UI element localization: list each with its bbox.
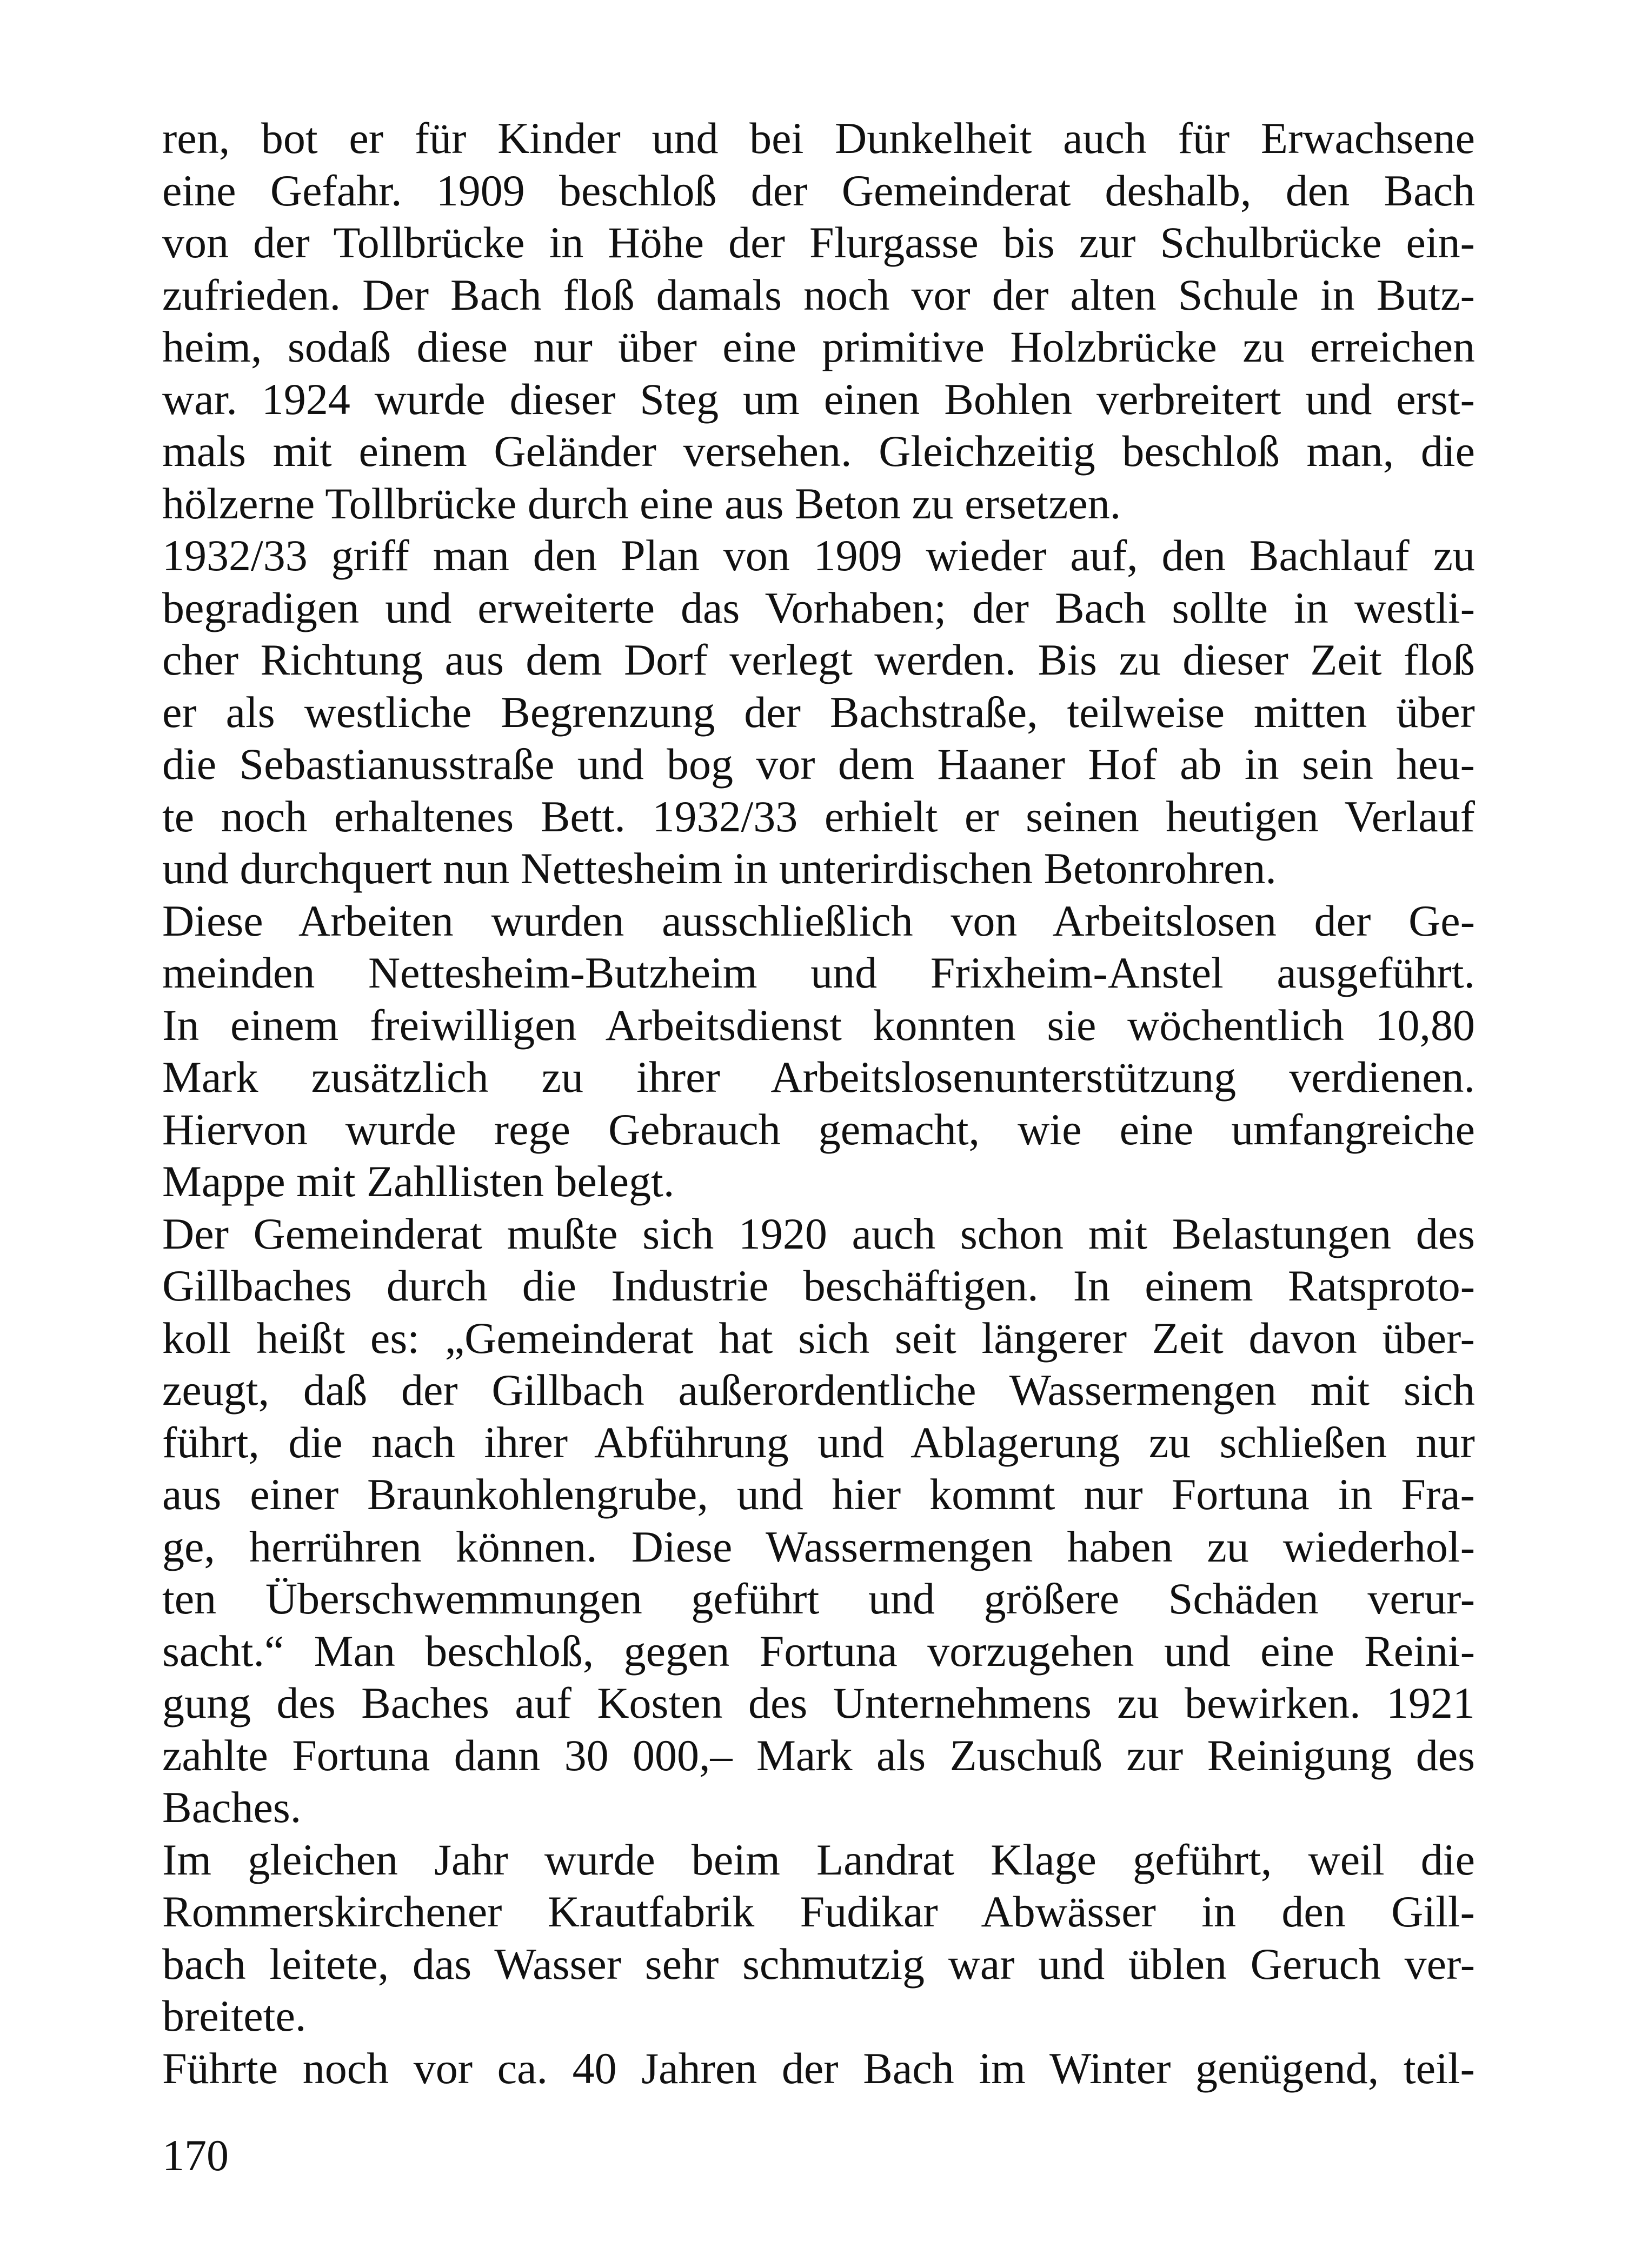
text-line: und durchquert nun Nettesheim in unterirdischen Betonrohren. xyxy=(162,844,1277,893)
text-line: war. 1924 wurde dieser Steg um einen Bohlen verbreitert und erst- xyxy=(162,374,1475,424)
text-line: 1932/33 griff man den Plan von 1909 wieder auf, den Bachlauf zu xyxy=(162,531,1475,580)
text-line: er als westliche Begrenzung der Bachstraße, teilweise mitten über xyxy=(162,687,1475,737)
text-line: Mark zusätzlich zu ihrer Arbeitslosenunterstützung verdienen. xyxy=(162,1052,1475,1102)
text-line: hölzerne Tollbrücke durch eine aus Beton zu ersetzen. xyxy=(162,478,1121,528)
text-line: eine Gefahr. 1909 beschloß der Gemeinderat deshalb, den Bach xyxy=(162,165,1475,215)
text-line: ten Überschwemmungen geführt und größere Schäden verur- xyxy=(162,1574,1475,1623)
text-line: gung des Baches auf Kosten des Unternehmens zu bewirken. 1921 xyxy=(162,1678,1475,1727)
text-line: zahlte Fortuna dann 30 000,– Mark als Zuschuß zur Reinigung des xyxy=(162,1730,1475,1780)
text-line: ren, bot er für Kinder und bei Dunkelheit auch für Erwachsene xyxy=(162,114,1475,163)
text-line: zeugt, daß der Gillbach außerordentliche Wassermengen mit sich xyxy=(162,1365,1475,1415)
text-line: Hiervon wurde rege Gebrauch gemacht, wie eine umfangreiche xyxy=(162,1104,1475,1154)
text-line: Gillbaches durch die Industrie beschäftigen. In einem Ratsproto- xyxy=(162,1261,1475,1310)
text-line: heim, sodaß diese nur über eine primitive Holzbrücke zu erreichen xyxy=(162,322,1475,371)
text-line: Der Gemeinderat mußte sich 1920 auch schon mit Belastungen des xyxy=(162,1209,1475,1258)
text-line: koll heißt es: „Gemeinderat hat sich seit längerer Zeit davon über- xyxy=(162,1313,1475,1363)
text-line: bach leitete, das Wasser sehr schmutzig war und üblen Geruch ver- xyxy=(162,1939,1475,1989)
text-line: In einem freiwilligen Arbeitsdienst konnten sie wöchentlich 10,80 xyxy=(162,1000,1475,1050)
text-line: mals mit einem Geländer versehen. Gleichzeitig beschloß man, die xyxy=(162,426,1475,476)
text-line: begradigen und erweiterte das Vorhaben; der Bach sollte in westli- xyxy=(162,583,1475,632)
text-line: von der Tollbrücke in Höhe der Flurgasse bis zur Schulbrücke ein- xyxy=(162,218,1475,267)
text-line: Rommerskirchener Krautfabrik Fudikar Abwässer in den Gill- xyxy=(162,1887,1475,1936)
text-line: breitete. xyxy=(162,1991,307,2040)
text-line: Im gleichen Jahr wurde beim Landrat Klage geführt, weil die xyxy=(162,1835,1475,1884)
text-line: Diese Arbeiten wurden ausschließlich von Arbeitslosen der Ge- xyxy=(162,896,1475,945)
text-line: zufrieden. Der Bach floß damals noch vor der alten Schule in Butz- xyxy=(162,270,1475,319)
text-line: meinden Nettesheim-Butzheim und Frixheim-Anstel ausgeführt. xyxy=(162,948,1475,997)
text-line: Baches. xyxy=(162,1783,302,1832)
text-line: cher Richtung aus dem Dorf verlegt werden. Bis zu dieser Zeit floß xyxy=(162,635,1475,684)
page-number: 170 xyxy=(162,2131,229,2180)
body-text xyxy=(162,112,1475,2094)
text-line: Führte noch vor ca. 40 Jahren der Bach im Winter genügend, teil- xyxy=(162,2043,1475,2093)
text-line: die Sebastianusstraße und bog vor dem Haaner Hof ab in sein heu- xyxy=(162,739,1475,789)
text-line: sacht.“ Man beschloß, gegen Fortuna vorzugehen und eine Reini- xyxy=(162,1626,1475,1676)
text-line: führt, die nach ihrer Abführung und Ablagerung zu schließen nur xyxy=(162,1417,1475,1467)
text-line: Mappe mit Zahllisten belegt. xyxy=(162,1157,675,1206)
text-line: aus einer Braunkohlengrube, und hier kommt nur Fortuna in Fra- xyxy=(162,1470,1475,1519)
text-line: te noch erhaltenes Bett. 1932/33 erhielt er seinen heutigen Verlauf xyxy=(162,791,1475,841)
text-line: ge, herrühren können. Diese Wassermengen haben zu wiederhol- xyxy=(162,1522,1475,1571)
